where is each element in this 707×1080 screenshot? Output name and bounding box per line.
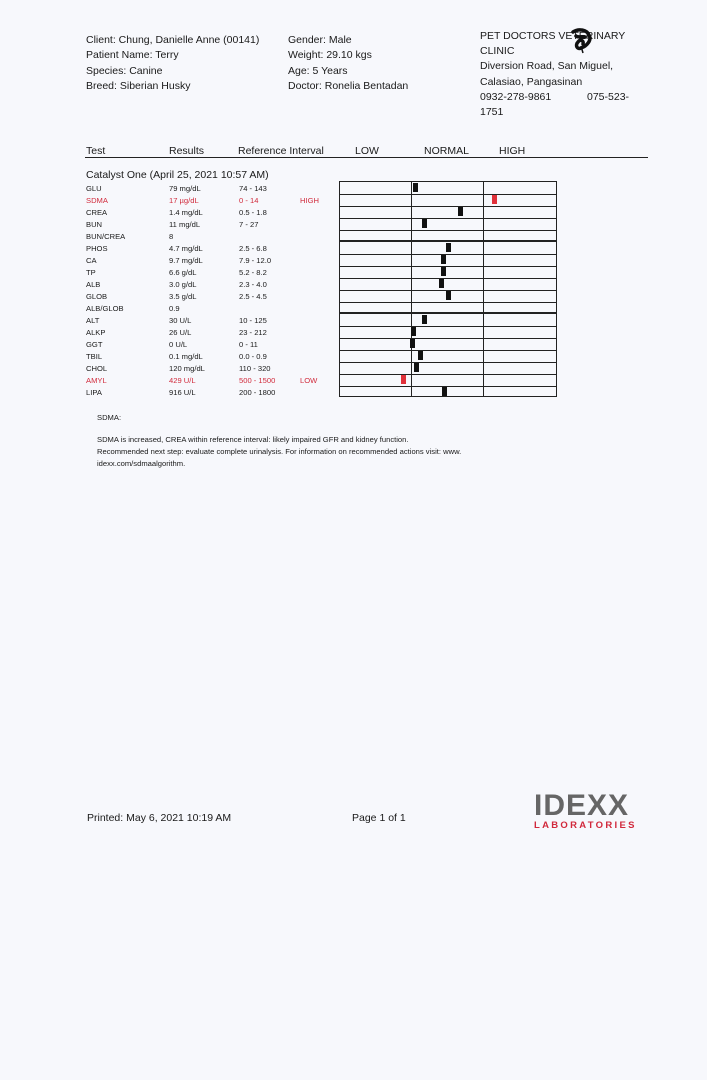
chart-row-line xyxy=(340,218,556,219)
range-marker xyxy=(411,327,416,336)
range-marker xyxy=(441,267,446,276)
notes-heading: SDMA: xyxy=(97,413,122,422)
test-reference: 2.5 - 4.5 xyxy=(239,292,267,301)
note-line-1: SDMA is increased, CREA within reference interval: likely impaired GFR and kidney function. xyxy=(97,435,409,444)
test-reference: 0.0 - 0.9 xyxy=(239,352,267,361)
test-result: 8 xyxy=(169,232,174,241)
table-row xyxy=(86,315,336,327)
test-result: 6.6 g/dL xyxy=(169,268,197,277)
test-result: 26 U/L xyxy=(169,328,192,337)
note-line-2: Recommended next step: evaluate complete urinalysis. For information on recommended actions visit: www. xyxy=(97,446,462,456)
ink-mark xyxy=(567,28,595,54)
species: Species: Canine xyxy=(86,64,163,77)
test-name: GLU xyxy=(86,184,102,193)
clinic-address-1: Diversion Road, San Miguel, xyxy=(480,60,614,73)
clinic-info xyxy=(480,29,650,120)
test-result: 0 U/L xyxy=(169,340,188,349)
page-number: Page 1 of 1 xyxy=(352,812,406,824)
clinic-phone-2: 075-523- xyxy=(587,90,630,103)
range-marker xyxy=(410,339,415,348)
col-normal: NORMAL xyxy=(424,145,469,157)
test-result: 916 U/L xyxy=(169,388,196,397)
range-marker xyxy=(414,363,419,372)
clinic-phone-1: 0932-278-9861 xyxy=(480,90,552,103)
test-result: 4.7 mg/dL xyxy=(169,244,203,253)
table-row xyxy=(86,351,336,363)
test-reference: 7.9 - 12.0 xyxy=(239,256,272,265)
idexx-logo xyxy=(534,789,654,831)
test-name: BUN/CREA xyxy=(86,232,126,241)
range-marker xyxy=(442,387,447,396)
notes-body xyxy=(97,434,537,469)
chart-row-line xyxy=(340,326,556,327)
test-reference: 10 - 125 xyxy=(239,316,267,325)
chart-row-line xyxy=(340,278,556,279)
table-row xyxy=(86,231,336,243)
test-result: 429 U/L xyxy=(169,376,196,385)
test-reference: 2.5 - 6.8 xyxy=(239,244,267,253)
test-reference: 200 - 1800 xyxy=(239,388,276,397)
chart-divider xyxy=(411,182,412,240)
printed-date: Printed: May 6, 2021 10:19 AM xyxy=(87,812,232,824)
chart-row-line xyxy=(340,194,556,195)
test-result: 9.7 mg/dL xyxy=(169,256,203,265)
note-line-3: idexx.com/sdmaalgorithm. xyxy=(97,458,186,468)
logo-subtitle: LABORATORIES xyxy=(534,820,637,831)
chart-divider xyxy=(483,182,484,240)
breed: Breed: Siberian Husky xyxy=(86,80,191,93)
range-marker xyxy=(401,375,406,384)
test-flag: LOW xyxy=(300,376,318,385)
test-name: ALKP xyxy=(86,328,106,337)
test-name: GLOB xyxy=(86,292,108,301)
range-chart-group xyxy=(339,241,557,313)
table-row xyxy=(86,243,336,255)
test-result: 3.5 g/dL xyxy=(169,292,197,301)
test-result: 0.1 mg/dL xyxy=(169,352,203,361)
test-name: GGT xyxy=(86,340,103,349)
section-title: Catalyst One (April 25, 2021 10:57 AM) xyxy=(86,169,269,181)
chart-row-line xyxy=(340,350,556,351)
weight: Weight: 29.10 kgs xyxy=(288,49,372,62)
col-high: HIGH xyxy=(499,145,526,157)
clinic-name-1: PET DOCTORS VETERINARY xyxy=(480,30,626,42)
test-name: TP xyxy=(86,268,96,277)
test-result: 79 mg/dL xyxy=(169,184,201,193)
table-row xyxy=(86,363,336,375)
table-row xyxy=(86,387,336,399)
logo-word: IDEXX xyxy=(534,789,630,822)
range-marker xyxy=(418,351,423,360)
patient-name: Patient Name: Terry xyxy=(86,49,179,62)
chart-row-line xyxy=(340,206,556,207)
test-flag: HIGH xyxy=(300,196,319,205)
range-marker xyxy=(458,207,463,216)
test-reference: 0.5 - 1.8 xyxy=(239,208,267,217)
test-reference: 500 - 1500 xyxy=(239,376,276,385)
range-marker xyxy=(446,243,451,252)
test-name: LIPA xyxy=(86,388,102,397)
table-row xyxy=(86,303,336,315)
range-chart-group xyxy=(339,313,557,397)
table-row xyxy=(86,375,336,387)
age: Age: 5 Years xyxy=(288,64,348,77)
test-name: AMYL xyxy=(86,376,107,385)
test-name: PHOS xyxy=(86,244,108,253)
chart-row-line xyxy=(340,338,556,339)
test-result: 0.9 xyxy=(169,304,180,313)
col-results: Results xyxy=(169,145,205,157)
test-reference: 2.3 - 4.0 xyxy=(239,280,267,289)
chart-row-line xyxy=(340,266,556,267)
test-result: 17 µg/dL xyxy=(169,196,199,205)
range-chart-group xyxy=(339,181,557,241)
test-name: ALB xyxy=(86,280,101,289)
range-marker xyxy=(446,291,451,300)
range-marker xyxy=(422,219,427,228)
doctor: Doctor: Ronelia Bentadan xyxy=(288,80,409,93)
test-reference: 0 - 14 xyxy=(239,196,259,205)
test-name: ALB/GLOB xyxy=(86,304,124,313)
test-reference: 5.2 - 8.2 xyxy=(239,268,267,277)
client-info xyxy=(86,33,259,95)
table-row xyxy=(86,339,336,351)
table-row xyxy=(86,279,336,291)
client-name: Client: Chung, Danielle Anne (00141) xyxy=(86,34,260,46)
gender: Gender: Male xyxy=(288,34,352,46)
range-marker xyxy=(413,183,418,192)
test-reference: 74 - 143 xyxy=(239,184,267,193)
chart-row-line xyxy=(340,254,556,255)
range-marker xyxy=(439,279,444,288)
test-name: TBIL xyxy=(86,352,103,361)
test-name: BUN xyxy=(86,220,103,229)
test-result: 11 mg/dL xyxy=(169,220,201,229)
chart-row-line xyxy=(340,302,556,303)
test-result: 120 mg/dL xyxy=(169,364,205,373)
test-name: SDMA xyxy=(86,196,108,205)
test-reference: 23 - 212 xyxy=(239,328,267,337)
chart-row-line xyxy=(340,374,556,375)
range-marker xyxy=(492,195,497,204)
table-row xyxy=(86,255,336,267)
table-row xyxy=(86,267,336,279)
test-reference: 7 - 27 xyxy=(239,220,259,229)
test-reference: 0 - 11 xyxy=(239,340,258,349)
test-name: ALT xyxy=(86,316,100,325)
test-result: 1.4 mg/dL xyxy=(169,208,203,217)
clinic-name-2: CLINIC xyxy=(480,45,515,58)
test-name: CREA xyxy=(86,208,108,217)
chart-row-line xyxy=(340,230,556,231)
test-result: 3.0 g/dL xyxy=(169,280,197,289)
test-result: 30 U/L xyxy=(169,316,192,325)
col-reference: Reference Interval xyxy=(238,145,324,157)
chart-row-line xyxy=(340,362,556,363)
clinic-address-2: Calasiao, Pangasinan xyxy=(480,75,583,88)
table-row xyxy=(86,183,336,195)
chart-row-line xyxy=(340,386,556,387)
table-row xyxy=(86,207,336,219)
test-reference: 110 - 320 xyxy=(239,364,271,373)
col-test: Test xyxy=(86,145,106,157)
clinic-phone-2-cont: 1751 xyxy=(480,106,504,119)
header-rule xyxy=(85,157,648,158)
test-name: CHOL xyxy=(86,364,108,373)
test-name: CA xyxy=(86,256,97,265)
range-marker xyxy=(441,255,446,264)
table-row xyxy=(86,327,336,339)
table-row xyxy=(86,219,336,231)
table-row xyxy=(86,291,336,303)
table-row xyxy=(86,195,336,207)
col-low: LOW xyxy=(355,145,379,157)
patient-info xyxy=(288,33,408,95)
range-marker xyxy=(422,315,427,324)
